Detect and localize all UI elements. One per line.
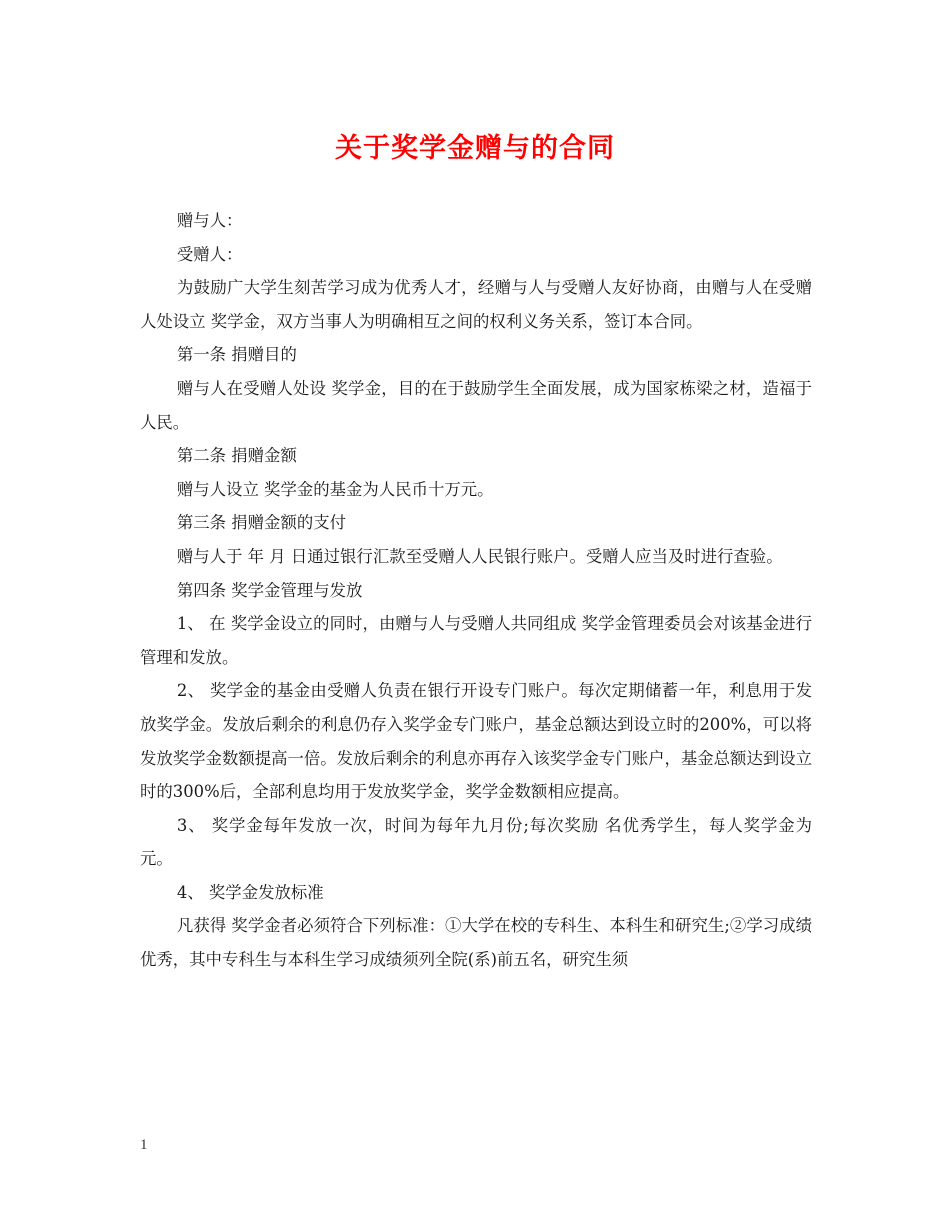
article-4-item-4: 4、 奖学金发放标准 xyxy=(176,882,324,902)
article-1-heading: 第一条 捐赠目的 xyxy=(176,345,297,365)
article-4-item-2: 2、 奖学金的基金由受赠人负责在银行开设专门账户。每次定期储蓄一年，利息用于发放奖学金。发放后剩余的利息仍存入奖学金专门账户，基金总额达到设立时的200%，可以将发放奖学金数额提高一倍。发放后剩余的利息亦再存入该奖学金专门账户，基金总额达到设立时的300%后，全部利息均用于发放奖学金，奖学金数额相应提高。 xyxy=(140,681,813,802)
document-body xyxy=(140,204,812,977)
page-number: 1 xyxy=(140,1137,148,1153)
article-4-heading: 第四条 奖学金管理与发放 xyxy=(176,580,363,600)
paragraph-donor: 赠与人： xyxy=(176,211,243,230)
article-3-heading: 第三条 捐赠金额的支付 xyxy=(176,513,347,533)
article-3-text: 赠与人于 年 月 日通过银行汇款至受赠人人民银行账户。受赠人应当及时进行查验。 xyxy=(176,546,783,566)
article-2-heading: 第二条 捐赠金额 xyxy=(176,446,297,466)
article-4-item-3: 3、 奖学金每年发放一次，时间为每年九月份;每次奖励 名优秀学生，每人奖学金为 元。 xyxy=(140,815,812,869)
document-title: 关于奖学金赠与的合同 xyxy=(335,133,615,164)
paragraph-donee: 受赠人： xyxy=(176,244,243,264)
paragraph-preamble: 为鼓励广大学生刻苦学习成为优秀人才，经赠与人与受赠人友好协商，由赠与人在受赠人处设立 奖学金，双方当事人为明确相互之间的权利义务关系，签订本合同。 xyxy=(140,278,812,331)
article-1-text: 赠与人在受赠人处设 奖学金，目的在于鼓励学生全面发展，成为国家栋梁之材，造福于人民。 xyxy=(140,378,812,432)
article-4-criteria: 凡获得 奖学金者必须符合下列标准：①大学在校的专科生、本科生和研究生;②学习成绩优秀，其中专科生与本科生学习成绩须列全院(系)前五名，研究生须 xyxy=(140,916,812,970)
article-4-item-1: 1、 在 奖学金设立的同时，由赠与人与受赠人共同组成 奖学金管理委员会对该基金进行管理和发放。 xyxy=(140,614,812,667)
article-2-text: 赠与人设立 奖学金的基金为人民币十万元。 xyxy=(176,479,494,499)
